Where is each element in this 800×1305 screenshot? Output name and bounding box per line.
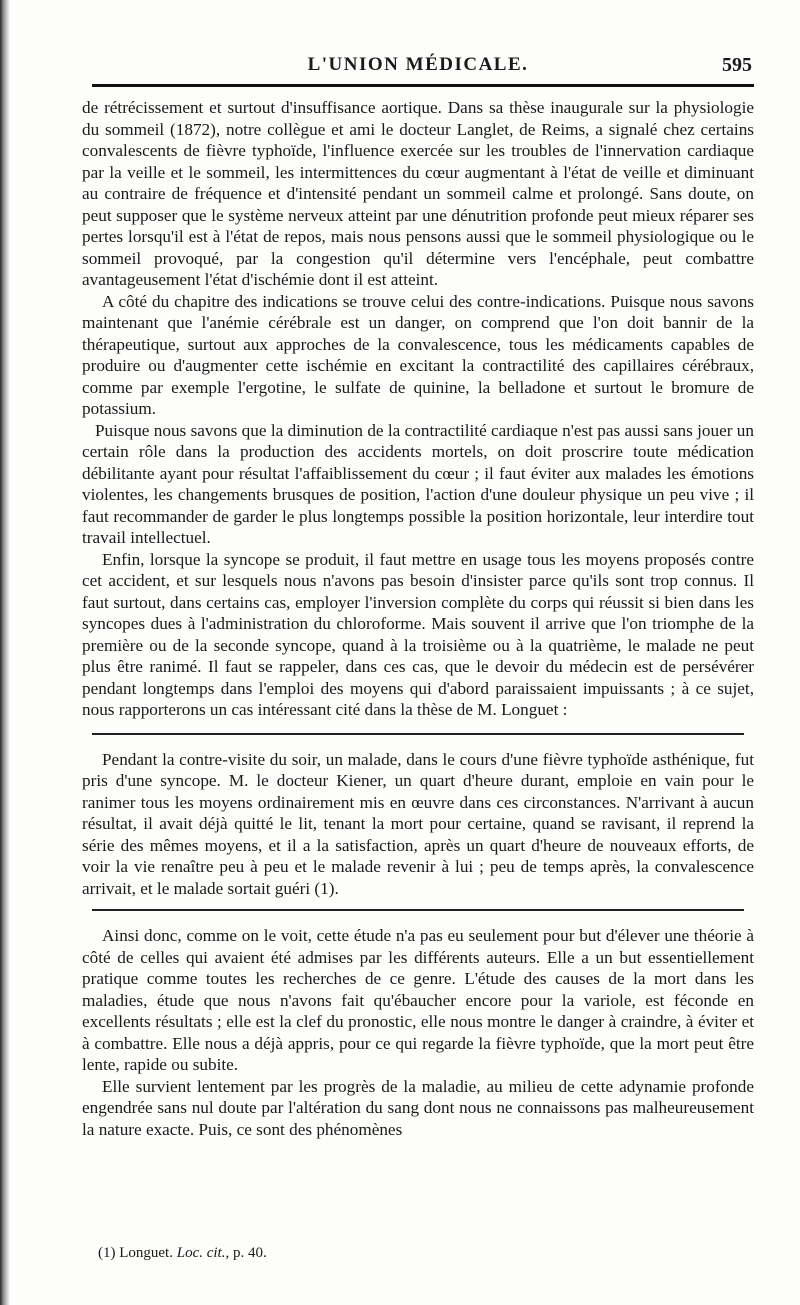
paragraph: Enfin, lorsque la syncope se produit, il faut mettre en usage tous les moyens proposés contre cet accident, et sur lesquels nous n'avons pas besoin d'insister parce qu'ils sont trop connus. Il faut surtout, dans certains cas, employer l'inversion complète du corps qui réussit si bien dans les syncopes dues à l'administration du chloroforme. Mais souvent il arrive que l'on triomphe de la première ou de la seconde syncope, quand à la troisième ou à la quatrième, le malade ne peut plus être ranimé. Il faut se rappeler, dans ces cas, que le devoir du médecin est de persévérer pendant longtemps dans l'emploi des moyens qui d'abord paraissaient impuissants ; à ce sujet, nous rapporterons un cas intéressant cité dans la thèse de M. Longuet :	[82, 549, 754, 719]
paragraph: Elle survient lentement par les progrès de la maladie, au milieu de cette adynamie profonde engendrée sans nul doute par l'altération du sang dont nous ne connaissons pas malheureusement la nature exacte. Puis, ce sont des phénomènes	[82, 1076, 754, 1139]
page-header	[82, 54, 754, 86]
case-separator-rule	[92, 733, 744, 735]
section-separator-rule	[92, 909, 744, 911]
paragraph: Puisque nous savons que la diminution de la contractilité cardiaque n'est pas aussi sans jouer un certain rôle dans la production des accidents mortels, on doit proscrire toute médication débilitante ayant pour résultat l'affaiblissement du cœur ; il faut éviter aux malades les émotions violentes, les changements brusques de position, l'action d'une douleur physique un peu vive ; il faut recommander de garder le plus longtemps possible la position horizontale, leur interdire tout travail intellectuel.	[82, 420, 754, 547]
header-rule	[92, 84, 754, 87]
document-page	[82, 0, 754, 1305]
page-number: 595	[722, 54, 752, 76]
paragraph: Ainsi donc, comme on le voit, cette étude n'a pas eu seulement pour but d'élever une théorie à côté de celles qui avaient été admises par les différents auteurs. Elle a un but essentiellement pratique comme toutes les recherches de ce genre. L'étude des causes de la mort dans les maladies, étude que nous n'avons fait qu'ébaucher encore pour la variole, est féconde en excellents résultats ; elle est la clef du pronostic, elle nous montre le danger à craindre, à éviter et à combattre. Elle nous a déjà appris, pour ce qui regarde la fièvre typhoïde, que la mort peut être lente, rapide ou subite.	[82, 926, 754, 1074]
body-text	[82, 97, 754, 1140]
page-binding-edge	[0, 0, 10, 1305]
paragraph: de rétrécissement et surtout d'insuffisance aortique. Dans sa thèse inaugurale sur la physiologie du sommeil (1872), notre collègue et ami le docteur Langlet, de Reims, a signalé chez certains convalescents de fièvre typhoïde, l'influence exercée sur les troubles de l'innervation cardiaque par la veille et le sommeil, les intermittences du cœur augmentant à l'état de veille et diminuant au contraire de fréquence et d'intensité pendant un sommeil calme et prolongé. Sans doute, on peut supposer que le système nerveux atteint par une dénutrition profonde peut mieux réparer ses pertes lorsqu'il est à l'état de repos, mais nous pensons aussi que le sommeil physiologique ou le sommeil provoqué, par la congestion qu'il détermine vers l'encéphale, peut combattre avantageusement l'état d'ischémie dont il est atteint.	[82, 98, 754, 289]
footnote-reference: Loc. cit.	[176, 1245, 226, 1261]
paragraph: Pendant la contre-visite du soir, un malade, dans le cours d'une fièvre typhoïde asthénique, fut pris d'une syncope. M. le docteur Kiener, un quart d'heure durant, emploie en vain pour le ranimer tous les moyens ordinairement mis en œuvre dans ces circonstances. N'arrivant à aucun résultat, il avait déjà quitté le lit, tenant la mort pour certaine, quand se ravisant, il reprend la série des mêmes moyens, et il a la satisfaction, après un quart d'heure de nouveaux efforts, de voir la vie renaître peu à peu et le malade revenir à lui ; peu de temps après, la convalescence arrivait, et le malade sortait guéri (1).	[82, 749, 754, 898]
footnote-page: , p. 40.	[225, 1245, 267, 1261]
footnote-marker: (1) Longuet.	[98, 1245, 173, 1261]
running-title: L'UNION MÉDICALE.	[307, 54, 529, 75]
footnote	[98, 1245, 267, 1262]
paragraph: A côté du chapitre des indications se trouve celui des contre-indications. Puisque nous savons maintenant que l'anémie cérébrale est un danger, on comprend que l'on doit bannir de la thérapeutique, surtout aux approches de la convalescence, tous les médicaments capables de produire ou d'augmenter cette ischémie en excitant la contractilité des capillaires cérébraux, comme par exemple l'ergotine, le sulfate de quinine, la belladone et surtout le bromure de potassium.	[82, 291, 754, 418]
